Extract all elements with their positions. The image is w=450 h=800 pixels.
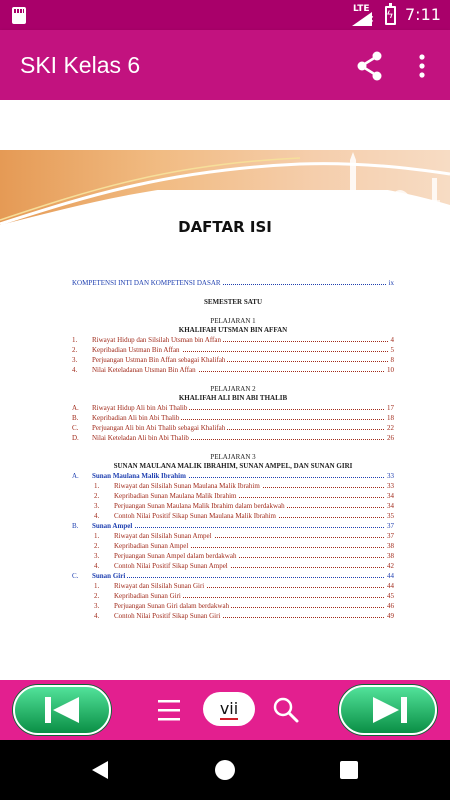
semester-heading: SEMESTER SATU [203, 298, 263, 306]
toc-entry[interactable]: 2. Kepribadian Ustman Bin Affan 5 [72, 346, 394, 354]
toc-entry[interactable]: 1. Riwayat dan Silsilah Sunan Maulana Malik Ibrahim 33 [94, 482, 394, 490]
table-of-contents [72, 278, 394, 621]
toc-entry[interactable]: D. Nilai Keteladan Ali bin Abi Thalib 26 [72, 434, 394, 442]
toc-entry[interactable]: 2. Kepribadian Sunan Ampel 38 [94, 542, 394, 550]
more-vert-icon [408, 48, 436, 84]
page-number: vii [219, 699, 239, 718]
lesson-title: PELAJARAN 3 [210, 453, 256, 461]
no-signal-icon: × [366, 14, 375, 25]
toc-entry[interactable]: 1. Riwayat dan Silsilah Sunan Ampel 37 [94, 532, 394, 540]
network-type-label: LTE [353, 4, 370, 14]
sd-card-icon [12, 7, 26, 24]
toc-entry[interactable]: 3. Perjuangan Sunan Ampel dalam berdakwah 38 [94, 552, 394, 560]
lesson-title: PELAJARAN 1 [210, 317, 256, 325]
search-icon [270, 694, 302, 726]
toc-entry[interactable]: 1. Riwayat Hidup dan Silsilah Utsman bin Affan 4 [72, 336, 394, 344]
app-title: SKI Kelas 6 [20, 52, 141, 78]
page-number-button[interactable] [203, 692, 255, 726]
toc-section[interactable]: C. Sunan Giri 44 [72, 572, 394, 580]
lesson-title: PELAJARAN 2 [210, 385, 256, 393]
toc-section[interactable]: A. Sunan Maulana Malik Ibrahim 33 [72, 472, 394, 480]
overflow-menu-button[interactable] [408, 48, 436, 84]
toc-entry[interactable]: A. Riwayat Hidup Ali bin Abi Thalib 17 [72, 404, 394, 412]
lesson-subtitle: KHALIFAH ALI BIN ABI THALIB [178, 394, 288, 402]
skip-next-icon [341, 687, 435, 733]
toc-entry[interactable]: 3. Perjuangan Sunan Giri dalam berdakwah 46 [94, 602, 394, 610]
toc-entry[interactable]: 1. Riwayat dan Silsilah Sunan Giri 44 [94, 582, 394, 590]
toc-entry[interactable]: C. Perjuangan Ali bin Abi Thalib sebagai Khalifah 22 [72, 424, 394, 432]
toc-section[interactable]: B. Sunan Ampel 37 [72, 522, 394, 530]
toc-entry[interactable]: 3. Perjuangan Sunan Maulana Malik Ibrahim dalam berdakwah 34 [94, 502, 394, 510]
status-bar [0, 0, 450, 30]
toc-entry[interactable]: B. Kepribadian Ali bin Abi Thalib 18 [72, 414, 394, 422]
app-bar [0, 30, 450, 100]
clock: 7:11 [405, 5, 441, 24]
recent-apps-icon[interactable] [340, 761, 358, 779]
next-page-button[interactable] [339, 685, 437, 735]
toc-entry-kompetensi[interactable]: KOMPETENSI INTI DAN KOMPETENSI DASAR ix [72, 279, 394, 287]
battery-charging-icon: ϟ [385, 6, 396, 25]
lesson-subtitle: KHALIFAH UTSMAN BIN AFFAN [178, 326, 288, 334]
share-button[interactable] [352, 48, 388, 84]
reader-toolbar [0, 680, 450, 740]
toc-entry[interactable]: 4. Contoh Nilai Positif Sikap Sunan Maulana Malik Ibrahim 35 [94, 512, 394, 520]
share-icon [352, 48, 388, 84]
back-icon[interactable] [90, 760, 110, 780]
toc-entry[interactable]: 4. Contoh Nilai Positif Sikap Sunan Ampel 42 [94, 562, 394, 570]
system-navigation-bar [0, 740, 450, 800]
skip-previous-icon [15, 687, 109, 733]
home-icon[interactable] [215, 760, 235, 780]
toc-entry[interactable]: 3. Perjuangan Ustman Bin Affan sebagai Khalifah 8 [72, 356, 394, 364]
document-viewer[interactable] [0, 100, 450, 680]
toc-entry[interactable]: 2. Kepribadian Sunan Maulana Malik Ibrahim 34 [94, 492, 394, 500]
menu-icon [155, 695, 183, 725]
page-title: DAFTAR ISI [178, 218, 272, 236]
menu-button[interactable] [155, 695, 183, 725]
search-button[interactable] [270, 694, 302, 726]
toc-entry[interactable]: 4. Nilai Keteladanan Utsman Bin Affan 10 [72, 366, 394, 374]
toc-entry[interactable]: 2. Kepribadian Sunan Giri 45 [94, 592, 394, 600]
document-page [0, 150, 450, 680]
lesson-subtitle: SUNAN MAULANA MALIK IBRAHIM, SUNAN AMPEL, DAN SUNAN GIRI [113, 462, 353, 470]
toc-entry[interactable]: 4. Contoh Nilai Positif Sikap Sunan Giri 49 [94, 612, 394, 620]
previous-page-button[interactable] [13, 685, 111, 735]
